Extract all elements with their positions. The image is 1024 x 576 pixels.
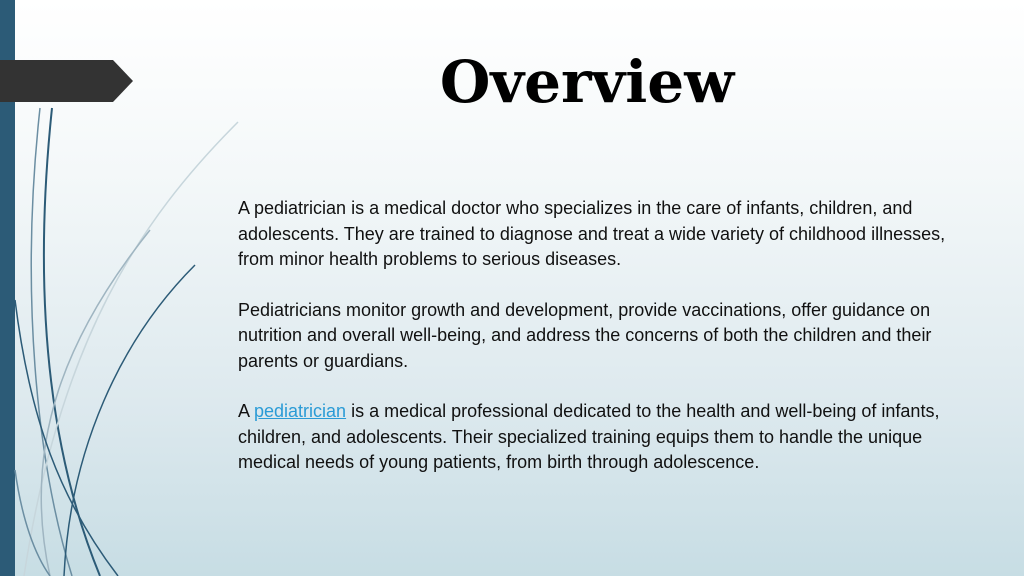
paragraph-roles: Pediatricians monitor growth and development, provide vaccinations, offer guidance on nutrition and overall well-being, and address the concerns of both the children and their parents or guardians. <box>238 299 932 371</box>
slide-title: Overview <box>439 48 735 116</box>
summary-suffix: is a medical professional dedicated to the health and well-being of infants, children, and adolescents. Their specialized training equips them to handle the unique medical needs of young patients, from birth through adolescence. <box>238 401 940 472</box>
pediatrician-link[interactable]: pediatrician <box>254 401 347 421</box>
paragraph-summary <box>238 399 978 476</box>
paragraph-definition: A pediatrician is a medical doctor who specializes in the care of infants, children, and adolescents. They are trained to diagnose and treat a wide variety of childhood illnesses, from minor health problems to serious diseases. <box>238 198 946 269</box>
summary-prefix: A <box>238 401 255 421</box>
slide-body <box>238 196 978 501</box>
